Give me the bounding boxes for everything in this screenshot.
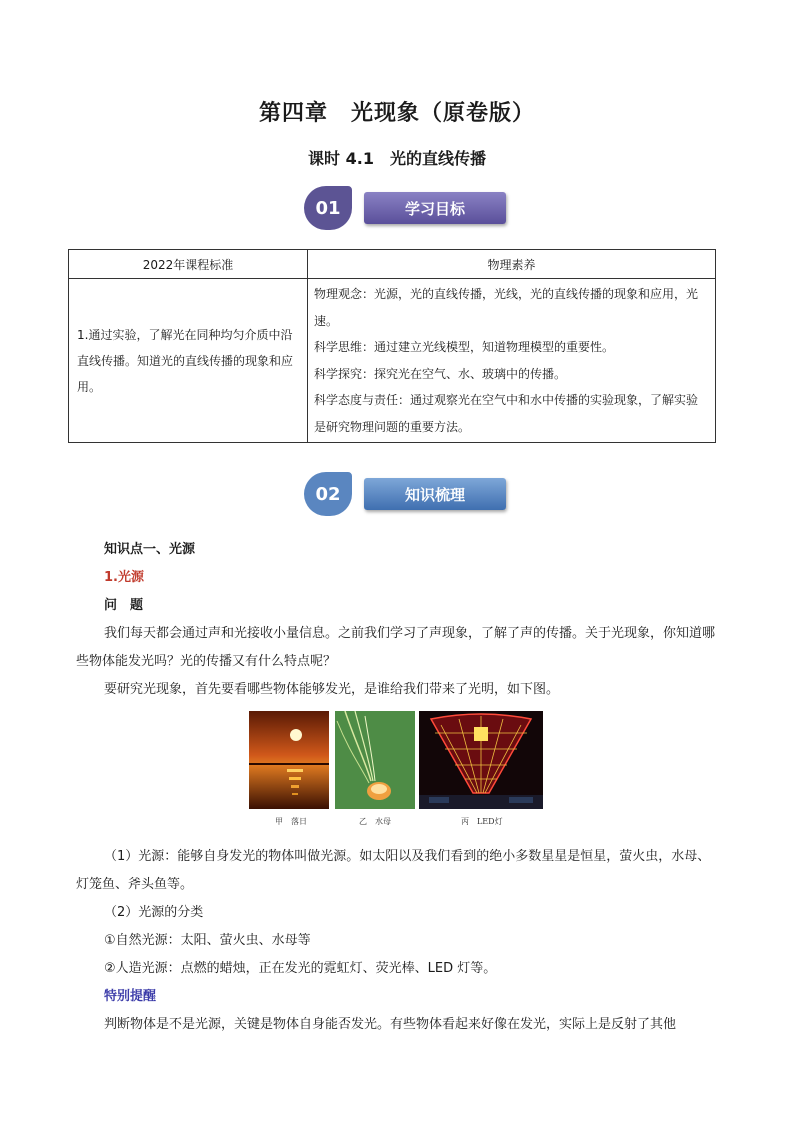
jellyfish-image — [335, 711, 415, 809]
chapter-title: 第四章 光现象（原卷版） — [258, 101, 535, 126]
section-number: 01 — [304, 186, 352, 230]
section-number: 02 — [304, 472, 352, 516]
standard-cell: 1.通过实验，了解光在同种均匀介质中沿直线传播。知道光的直线传播的现象和应用。 — [69, 279, 308, 443]
literacy-cell — [308, 279, 716, 443]
figure-caption: 丙 LED灯 — [461, 817, 503, 826]
paragraph: 我们每天都会通过声和光接收小量信息。之前我们学习了声现象，了解了声的传播。关于光现象，你知道哪些物体能发光吗？光的传播又有什么特点呢？ — [76, 626, 716, 669]
table-header-row — [69, 250, 716, 279]
figure-caption: 乙 水母 — [359, 817, 391, 826]
paragraph: （2）光源的分类 — [104, 905, 204, 920]
paragraph: （1）光源：能够自身发光的物体叫做光源。如太阳以及我们看到的绝小多数星星是恒星，萤火虫，水母、灯笼鱼、斧头鱼等。 — [76, 849, 711, 892]
led-lamp-image — [419, 711, 543, 809]
paragraph: ②人造光源：点燃的蜡烛，正在发光的霓虹灯、荧光棒、LED 灯等。 — [104, 961, 497, 976]
paragraph: 要研究光现象，首先要看哪些物体能够发光，是谁给我们带来了光明，如下图。 — [104, 682, 560, 697]
table-header-literacy: 物理素养 — [308, 250, 716, 279]
table-header-standard: 2022年课程标准 — [69, 250, 308, 279]
goals-table — [68, 249, 716, 443]
question-label: 问 题 — [104, 598, 144, 613]
section-badge-goals — [304, 186, 516, 230]
light-source-figure — [249, 711, 543, 831]
figure-caption: 甲 落日 — [275, 817, 307, 826]
section-badge-knowledge — [304, 472, 516, 516]
knowledge-point-heading: 知识点一、光源 — [104, 542, 196, 557]
paragraph: 判断物体是不是光源，关键是物体自身能否发光。有些物体看起来好像在发光，实际上是反射了其他 — [104, 1017, 677, 1032]
literacy-item: 科学态度与责任：通过观察光在空气中和水中传播的实验现象，了解实验是研究物理问题的重要方法。 — [314, 393, 699, 434]
paragraph: ①自然光源：太阳、萤火虫、水母等 — [104, 933, 311, 948]
literacy-item: 科学探究：探究光在空气、水、玻璃中的传播。 — [314, 366, 567, 381]
table-row — [69, 279, 716, 443]
section-label: 知识梳理 — [364, 478, 506, 510]
section-label: 学习目标 — [364, 192, 506, 224]
remind-label: 特别提醒 — [104, 989, 157, 1004]
sunset-image — [249, 711, 329, 809]
literacy-item: 科学思维：通过建立光线模型，知道物理模型的重要性。 — [314, 340, 615, 354]
literacy-item: 物理观念：光源，光的直线传播，光线，光的直线传播的现象和应用，光速。 — [314, 287, 699, 328]
lesson-subtitle: 课时 4.1 光的直线传播 — [308, 149, 486, 168]
sub-heading: 1.光源 — [104, 570, 144, 585]
